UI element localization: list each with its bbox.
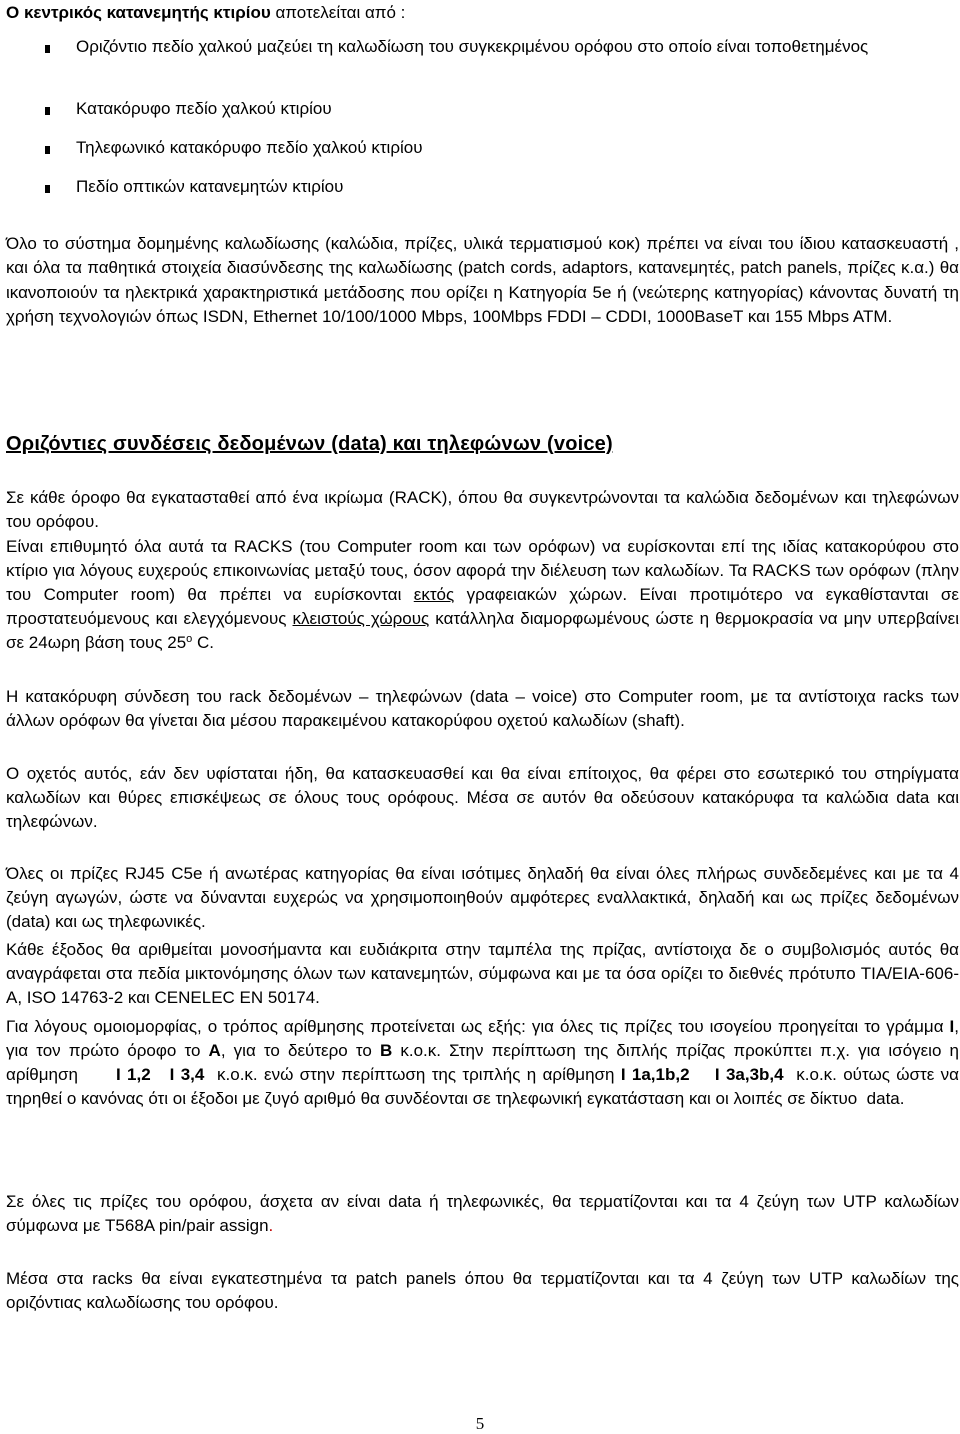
square-bullet-icon bbox=[45, 45, 50, 53]
paragraph-numbering: Κάθε έξοδος θα αριθμείται μονοσήμαντα και ευδιάκριτα στην ταμπέλα της πρίζας, αντίστοιχα δε ο συμβολισμός αυτός θα αναγράφεται στα πεδία μικτονόμησης όλων των κατανεμητών, σύμφωνα και με τα όσα ορίζει το διεθνές πρότυπο TIA/EIA-606-A, ISO 14763-2 και CENELEC EN 50174. bbox=[6, 940, 959, 1007]
degree-superscript: ο bbox=[186, 633, 193, 645]
section-heading: Οριζόντιες συνδέσεις δεδομένων (data) και τηλεφώνων (voice) bbox=[6, 433, 613, 455]
paragraph-racks-per-floor: Σε κάθε όροφο θα εγκατασταθεί από ένα ικρίωμα (RACK), όπου θα συγκεντρώνονται τα καλώδια δεδομένων και τηλεφώνων του ορόφου. bbox=[6, 488, 959, 531]
bold-text: A bbox=[208, 1041, 221, 1060]
paragraph-shaft: Ο οχετός αυτός, εάν δεν υφίσταται ήδη, θα κατασκευασθεί και θα είναι επίτοιχος, θα φέρει στο εσωτερικό του στηρίγματα καλωδίων και θύρες επισκέψεως σε όλους τους ορόφους. Μέσα σε αυτόν θα οδεύσουν κατακόρυφα τα καλώδια data και τηλεφώνων. bbox=[6, 764, 959, 831]
text-run: κ.ο.κ. ούτως ώστε να τηρηθεί ο κανόνας ότι οι έξοδοι με ζυγό αριθμό θα συνδέονται σε τηλεφωνική εγκατάσταση και οι λοιπές σε δίκτυο data. bbox=[6, 1065, 959, 1108]
text-run: κ.ο.κ. Στην περίπτωση της διπλής πρίζας προκύπτει π.χ. για ισόγειο η αρίθμηση bbox=[6, 1041, 960, 1084]
bullet-text: Τηλεφωνικό κατακόρυφο πεδίο χαλκού κτιρίου bbox=[76, 138, 423, 157]
text-run: Για λόγους ομοιομορφίας, ο τρόπος αρίθμησης προτείνεται ως εξής: για όλες τις πρίζες του ισογείου προηγείται το γράμμα bbox=[6, 1017, 950, 1036]
intro-line bbox=[6, 1, 959, 25]
bold-text: I 1a,1b,2 I 3a,3b,4 bbox=[620, 1065, 784, 1084]
bold-text: B bbox=[379, 1041, 393, 1060]
text-run: κατάλληλα διαμορφωμένους ώστε η θερμοκρασία να μην υπερβαίνει σε 24ωρη βάση τους 25 bbox=[6, 609, 959, 652]
square-bullet-icon bbox=[45, 146, 50, 154]
intro-lead-rest: αποτελείται από : bbox=[270, 3, 406, 22]
paragraph-racks-location bbox=[6, 535, 959, 655]
square-bullet-icon bbox=[45, 185, 50, 193]
bullet-text: Πεδίο οπτικών κατανεμητών κτιρίου bbox=[76, 177, 344, 196]
paragraph-vertical-connection: Η κατακόρυφη σύνδεση του rack δεδομένων – τηλεφώνων (data – voice) στο Computer room, με τα αντίστοιχα racks των άλλων ορόφων θα γίνεται δια μέσου παρακειμένου κατακορύφου οχετού καλωδίων (shaft). bbox=[6, 687, 959, 730]
text-run: γραφειακών χώρων. Είναι προτιμότερο να εγκαθίστανται σε προστατευόμενους και ελεγχόμενους bbox=[6, 585, 960, 628]
bold-text: I bbox=[949, 1017, 955, 1036]
red-period: . bbox=[268, 1216, 274, 1235]
intro-lead-bold: Ο κεντρικός κατανεμητής κτιρίου bbox=[6, 3, 271, 22]
underlined-text: κλειστούς χώρους bbox=[292, 609, 430, 628]
bullet-text: Κατακόρυφο πεδίο χαλκού κτιρίου bbox=[76, 99, 332, 118]
bullet-text: Οριζόντιο πεδίο χαλκού μαζεύει τη καλωδίωση του συγκεκριμένου ορόφου στο οποίο είναι τοποθετημένος bbox=[76, 37, 869, 56]
text-run: C. bbox=[192, 633, 215, 652]
paragraph-rj45-outlets: Όλες οι πρίζες RJ45 C5e ή ανωτέρας κατηγορίας θα είναι ισότιμες δηλαδή θα είναι όλες πλήρως συνδεδεμένες και με τα 4 ζεύγη αγωγών, ώστε να δύνανται ευχερώς να χρησιμοποιηθούν αμφότερες εναλλακτικά, δηλαδή και ως πρίζες δεδομένων (data) και ως τηλεφωνικές. bbox=[6, 864, 959, 931]
underlined-text: εκτός bbox=[413, 585, 455, 604]
text-run: κ.ο.κ. ενώ στην περίπτωση της τριπλής η αρίθμηση bbox=[204, 1065, 621, 1084]
text-run: Είναι επιθυμητό όλα αυτά τα RACKS (του Computer room και των ορόφων) να ευρίσκονται επί της ιδίας κατακορύφου στο κτίριο για λόγους ευχερούς επικοινωνίας μεταξύ τους, όσον αφορά την διέλευση των καλωδίων. Τα RACKS των ορόφων (πλην του Computer room) θα πρέπει να ευρίσκονται bbox=[6, 537, 959, 604]
text-run: , για το δεύτερο το bbox=[220, 1041, 380, 1060]
paragraph-patch-panels: Μέσα στα racks θα είναι εγκατεστημένα τα patch panels όπου θα τερματίζονται και τα 4 ζεύγη των UTP καλωδίων της οριζόντιας καλωδίωσης του ορόφου. bbox=[6, 1269, 959, 1312]
square-bullet-icon bbox=[45, 107, 50, 115]
page-number: 5 bbox=[475, 1414, 485, 1433]
bold-text: I 1,2 I 3,4 bbox=[115, 1065, 205, 1084]
text-run: , για τον πρώτο όροφο το bbox=[6, 1017, 959, 1060]
paragraph-utp-termination bbox=[6, 1190, 959, 1238]
text-run: Σε όλες τις πρίζες του ορόφου, άσχετα αν είναι data ή τηλεφωνικές, θα τερματίζονται και τα 4 ζεύγη των UTP καλωδίων σύμφωνα με T568A pin/pair assign bbox=[6, 1192, 959, 1235]
paragraph-cabling-standard: Όλο το σύστημα δομημένης καλωδίωσης (καλώδια, πρίζες, υλικά τερματισμού κοκ) πρέπει να είναι του ίδιου κατασκευαστή , και όλα τα παθητικά στοιχεία διασύνδεσης της καλωδίωσης (patch cords, adaptors, κατανεμητές, patch panels, πρίζες κ.α.) θα ικανοποιούν τα ηλεκτρικά χαρακτηριστικά μετάδοσης που ορίζει η Κατηγορία 5e ή (νεώτερης κατηγορίας) κάνοντας δυνατή τη χρήση τεχνολογιών όπως ISDN, Ethernet 10/100/1000 Mbps, 100Mbps FDDI – CDDI, 1000BaseT και 155 Mbps ATM. bbox=[6, 234, 959, 327]
paragraph-numbering-scheme bbox=[6, 1015, 959, 1111]
